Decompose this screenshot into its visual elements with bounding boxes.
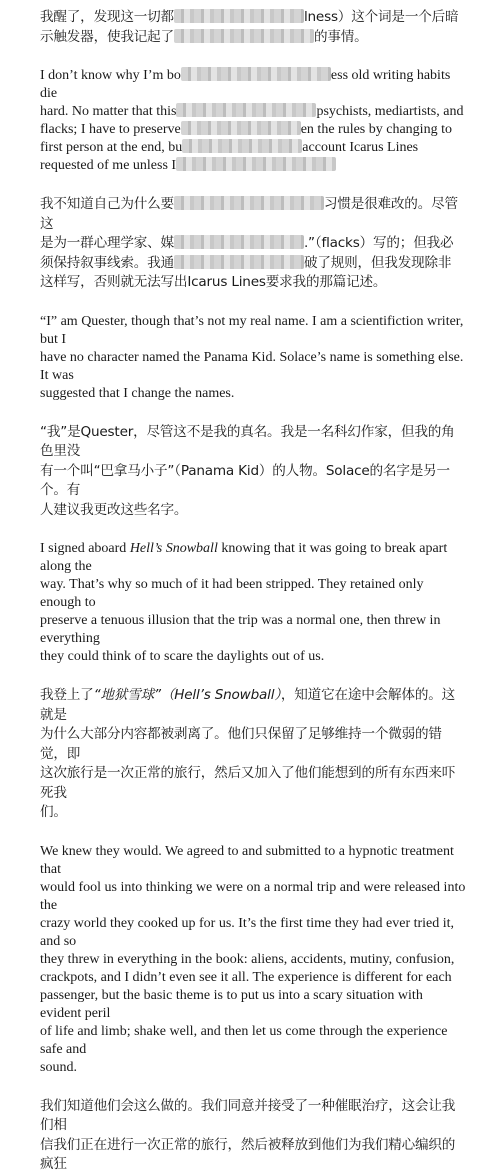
- text-segment: 须保持叙事线索。我通: [40, 254, 174, 271]
- chinese-paragraph: [40, 686, 466, 823]
- text-segment: suggested that I change the names.: [40, 385, 235, 401]
- text-segment: passenger, but the basic theme is to put us into a scary situation with evident peril: [40, 987, 423, 1021]
- text-line: [40, 28, 466, 48]
- redacted-blur: [174, 29, 314, 43]
- text-line: [40, 612, 466, 648]
- text-segment: We knew they would. We agreed to and submitted to a hypnotic treatment that: [40, 843, 454, 877]
- text-segment: first person at the end, bu: [40, 140, 183, 155]
- text-segment: 是为一群心理学家、媒: [40, 235, 174, 251]
- text-line: [40, 648, 466, 666]
- redacted-blur: [176, 103, 316, 117]
- text-line: [40, 951, 466, 969]
- redacted-blur: [181, 121, 301, 135]
- chinese-paragraph: [40, 195, 466, 293]
- redacted-blur: [174, 235, 304, 249]
- text-line: [40, 349, 466, 385]
- text-segment: I signed aboard: [40, 541, 130, 556]
- english-paragraph: [40, 67, 466, 175]
- italic-title: “地狱雪球”（Hell’s Snowball）: [93, 687, 281, 703]
- text-segment: ess old writing habits die: [40, 68, 451, 101]
- text-segment: 我登上了: [40, 687, 94, 703]
- chinese-paragraph: [40, 1097, 466, 1175]
- text-line: [40, 139, 466, 157]
- text-segment: 我们知道他们会这么做的。我们同意并接受了一种催眠治疗，这会让我们相: [40, 1097, 456, 1133]
- text-segment: 这样写，否则就无法写出Icarus Lines要求我的那篇记述。: [40, 274, 387, 290]
- text-segment: 为什么大部分内容都被剥离了。他们只保留了足够维持一个微弱的错觉，即: [40, 726, 442, 762]
- text-segment: 这次旅行是一次正常的旅行，然后又加入了他们能想到的所有东西来吓死我: [40, 765, 456, 801]
- redacted-blur: [181, 67, 331, 81]
- text-line: [40, 273, 466, 293]
- text-line: [40, 879, 466, 915]
- text-line: [40, 313, 466, 349]
- text-segment: sound.: [40, 1059, 77, 1075]
- text-line: [40, 385, 466, 403]
- text-segment: 习惯是很难改的。尽管这: [40, 196, 458, 232]
- text-line: [40, 1023, 466, 1059]
- text-line: [40, 157, 466, 175]
- text-segment: lness）这个词是一个后暗: [303, 9, 459, 25]
- text-segment: of life and limb; shake well, and then let us come through the experience safe and: [40, 1023, 448, 1057]
- text-segment: 我醒了，发现这一切都: [40, 9, 174, 25]
- text-segment: they threw in everything in the book: aliens, accidents, mutiny, confusion,: [40, 951, 455, 967]
- text-line: [40, 803, 466, 823]
- text-segment: requested of me unless I: [40, 158, 177, 173]
- text-segment: have no character named the Panama Kid. Solace’s name is something else. It was: [40, 349, 464, 383]
- text-segment: crackpots, and I didn’t even see it all. The experience is different for each: [40, 969, 452, 985]
- chinese-paragraph: [40, 423, 466, 521]
- chinese-paragraph: [40, 8, 466, 47]
- text-line: [40, 462, 466, 501]
- text-line: [40, 254, 466, 274]
- text-segment: 的事情。: [313, 28, 368, 45]
- text-segment: ，知道它在途中会解体的。这就是: [40, 687, 456, 723]
- redacted-blur: [182, 139, 302, 153]
- text-line: [40, 1136, 466, 1175]
- text-segment: I don’t know why I’m bo: [40, 68, 181, 83]
- redacted-blur: [174, 255, 304, 269]
- text-segment: flacks; I have to preserve: [40, 122, 181, 137]
- text-segment: 破了规则，但我发现除非: [303, 254, 452, 271]
- text-segment: psychists, mediartists, and: [316, 104, 464, 119]
- text-segment: account Icarus Lines: [302, 140, 419, 155]
- text-segment: 我不知道自己为什么要: [40, 196, 174, 212]
- english-paragraph: [40, 540, 466, 666]
- text-segment: 有一个叫“巴拿马小子”（Panama Kid）的人物。Solace的名字是另一个。有: [40, 462, 450, 498]
- text-segment: 示触发器，使我记起了: [40, 28, 174, 45]
- text-line: [40, 987, 466, 1023]
- english-paragraph: [40, 843, 466, 1077]
- text-line: [40, 1059, 466, 1077]
- text-segment: “我”是Quester，尽管这不是我的真名。我是一名科幻作家，但我的角色里没: [40, 423, 455, 459]
- text-segment: 们。: [40, 804, 67, 820]
- text-line: [40, 764, 466, 803]
- text-segment: way. That’s why so much of it had been stripped. They retained only enough to: [40, 577, 424, 610]
- text-segment: 信我们正在进行一次正常的旅行，然后被释放到他们为我们精心编织的疯狂: [40, 1136, 456, 1172]
- text-line: [40, 423, 466, 462]
- redacted-blur: [174, 196, 324, 210]
- redacted-blur: [174, 9, 304, 23]
- text-line: [40, 576, 466, 612]
- text-segment: 人建议我更改这些名字。: [40, 501, 188, 518]
- text-line: [40, 121, 466, 139]
- text-line: [40, 67, 466, 103]
- italic-title: Hell’s Snowball: [129, 541, 218, 556]
- text-segment: .”（flacks）写的；但我必: [303, 235, 454, 251]
- text-line: [40, 686, 466, 725]
- text-segment: crazy world they cooked up for us. It’s the first time they had ever tried it, and so: [40, 915, 455, 949]
- text-segment: hard. No matter that this: [40, 104, 177, 119]
- text-line: [40, 195, 466, 234]
- text-segment: “I” am Quester, though that’s not my real name. I am a scientifiction writer, but I: [40, 313, 464, 347]
- text-line: [40, 1097, 466, 1136]
- text-segment: knowing that it was going to break apart along the: [40, 541, 448, 574]
- text-line: [40, 234, 466, 254]
- text-line: [40, 725, 466, 764]
- text-line: [40, 915, 466, 951]
- text-line: [40, 103, 466, 121]
- text-segment: would fool us into thinking we were on a normal trip and were released into the: [40, 879, 466, 913]
- text-segment: en the rules by changing to: [300, 122, 452, 137]
- redacted-blur: [176, 157, 336, 171]
- text-line: [40, 540, 466, 576]
- text-line: [40, 969, 466, 987]
- text-line: [40, 843, 466, 879]
- english-paragraph: [40, 313, 466, 403]
- text-line: [40, 8, 466, 28]
- text-line: [40, 501, 466, 521]
- text-segment: they could think of to scare the daylights out of us.: [40, 649, 325, 664]
- text-segment: preserve a tenuous illusion that the trip was a normal one, then threw in everything: [40, 613, 441, 646]
